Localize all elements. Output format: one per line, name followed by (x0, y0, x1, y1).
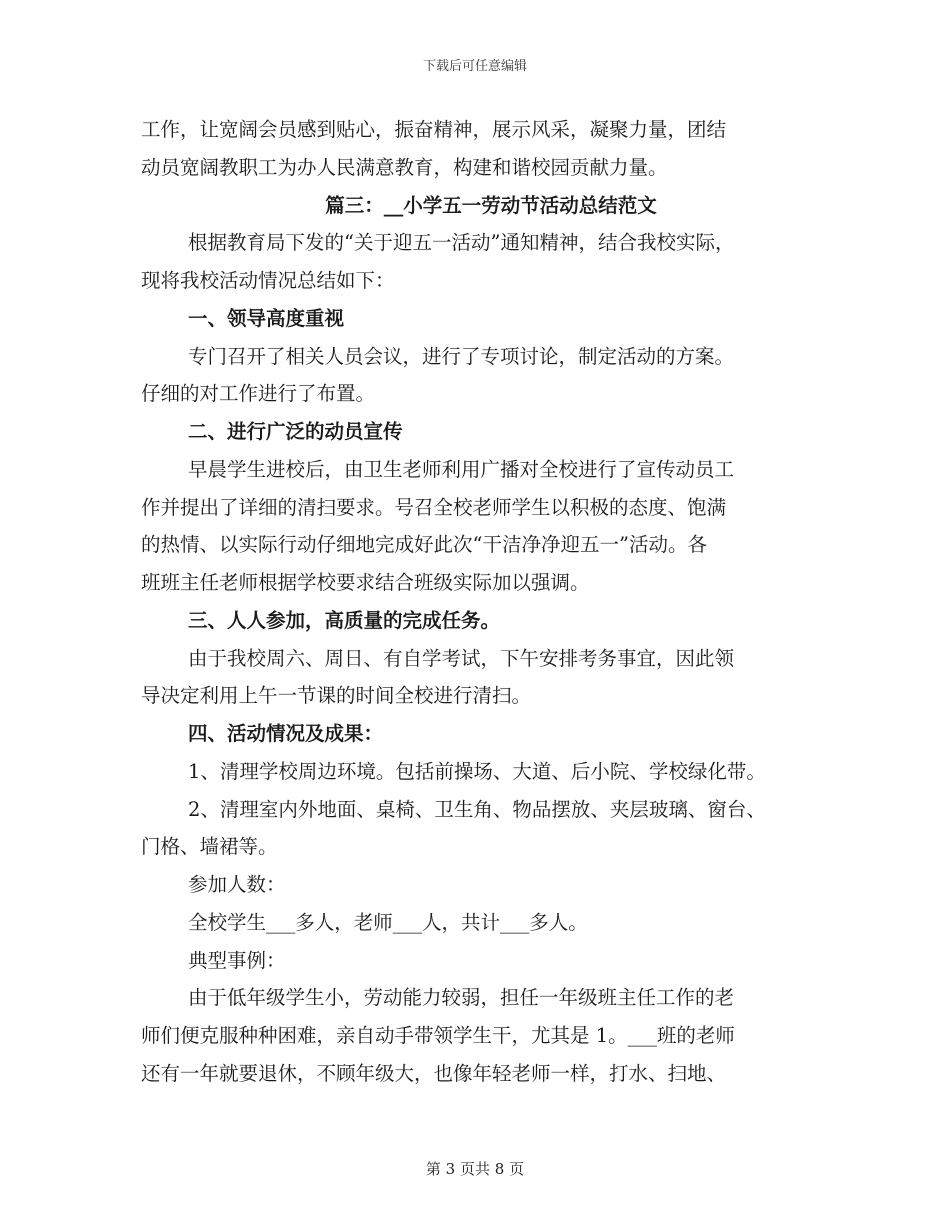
paragraph-line: 动员宽阔教职工为办人民满意教育，构建和谐校园贡献力量。 (141, 155, 668, 179)
paragraph-line: 典型事例： (188, 948, 286, 972)
heading-4: 四、活动情况及成果： (188, 722, 384, 745)
paragraph-line: 导决定利用上午一节课的时间全校进行清扫。 (141, 684, 532, 708)
paragraph-line: 根据教育局下发的“关于迎五一活动”通知精神，结合我校实际， (188, 231, 735, 255)
paragraph-line: 由于低年级学生小，劳动能力较弱，担任一年级班主任工作的老 (188, 986, 735, 1010)
paragraph-line: 全校学生___多人，老师___人，共计___多人。 (188, 910, 588, 934)
paragraph-line: 现将我校活动情况总结如下： (141, 269, 395, 292)
heading-3: 三、人人参加，高质量的完成任务。 (188, 608, 501, 632)
paragraph-line: 早晨学生进校后，由卫生老师利用广播对全校进行了宣传动员工 (188, 457, 735, 481)
document-body (141, 113, 841, 1095)
paragraph-line: 门格、墙裙等。 (141, 835, 278, 859)
list-item: 2、清理室内外地面、桌椅、卫生角、物品摆放、夹层玻璃、窗台、 (188, 797, 766, 821)
paragraph-line: 工作，让宽阔会员感到贴心，振奋精神，展示风采，凝聚力量，团结 (141, 118, 727, 141)
list-item: 1、清理学校周边环境。包括前操场、大道、后小院、学校绿化带。 (188, 759, 766, 783)
paragraph-line: 仔细的对工作进行了布置。 (141, 382, 376, 406)
paragraph-line: 作并提出了详细的清扫要求。号召全校老师学生以积极的态度、饱满 (141, 495, 727, 519)
heading-1: 一、领导高度重视 (188, 306, 345, 330)
page-footer: 第 3 页共 8 页 (425, 1160, 525, 1178)
paragraph-line: 师们便克服种种困难，亲自动手带领学生干，尤其是 1。___班的老师 (141, 1024, 735, 1047)
paragraph-line: 还有一年就要退休，不顾年级大，也像年轻老师一样，打水、扫地、 (141, 1061, 727, 1085)
page-header: 下载后可任意编辑 (422, 59, 527, 74)
paragraph-line: 参加人数： (188, 873, 286, 896)
heading-2: 二、进行广泛的动员宣传 (188, 420, 403, 443)
paragraph-line: 班班主任老师根据学校要求结合班级实际加以强调。 (141, 571, 590, 594)
paragraph-line: 的热情、以实际行动仔细地完成好此次“干洁净净迎五一”活动。各 (141, 533, 707, 557)
paragraph-line: 由于我校周六、周日、有自学考试，下午安排考务事宜，因此领 (188, 646, 735, 670)
paragraph-line: 专门召开了相关人员会议，进行了专项讨论，制定活动的方案。 (188, 344, 735, 368)
section-title: 篇三：__小学五一劳动节活动总结范文 (325, 193, 657, 217)
